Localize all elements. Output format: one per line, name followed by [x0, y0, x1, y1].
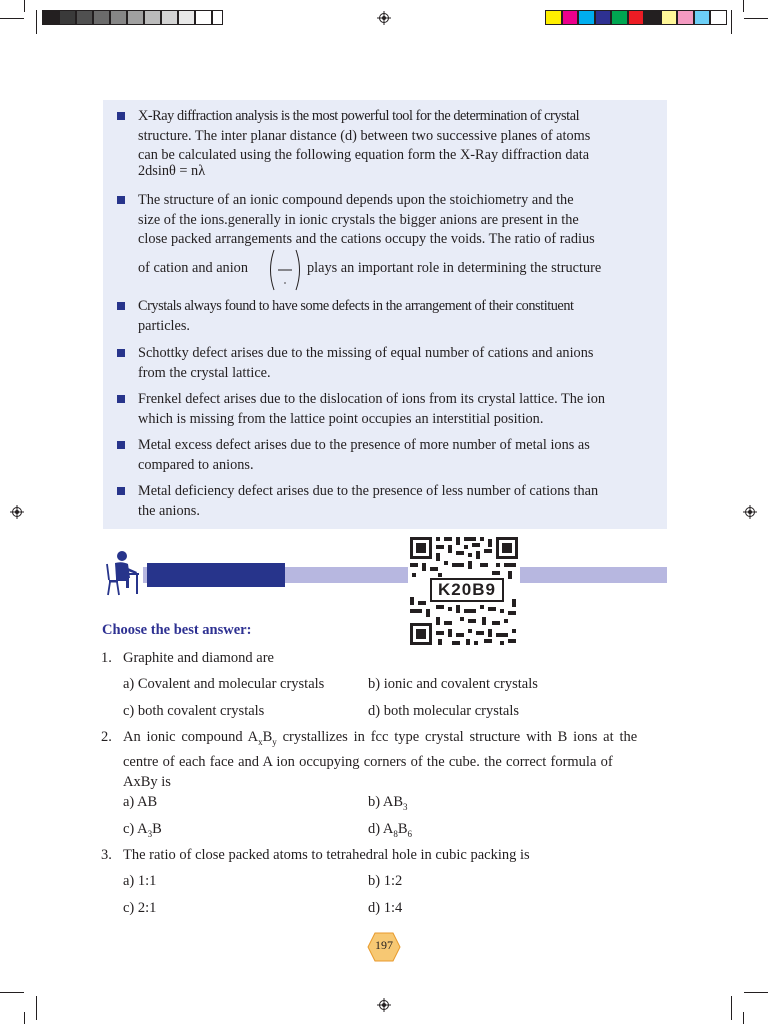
subscript: x [258, 736, 263, 747]
text-line: X-Ray diffraction analysis is the most powerful tool for the determination of crystal [138, 108, 580, 124]
subscript: y [272, 736, 277, 747]
bullet-square-icon [117, 112, 125, 120]
option-b[interactable]: b) ionic and covalent crystals [368, 676, 538, 692]
color-swatch [595, 10, 612, 25]
option-c[interactable]: c) 2:1 [123, 900, 157, 916]
option-b[interactable]: b) 1:2 [368, 873, 403, 889]
question-number: 1. [101, 650, 112, 666]
subscript: 8 [393, 828, 398, 839]
text-line: Metal excess defect arises due to the presence of more number of metal ions as [138, 437, 590, 453]
text-line: Crystals always found to have some defects in the arrangement of their constituent [138, 298, 574, 314]
text-fragment: c) A [123, 821, 148, 837]
bullet-square-icon [117, 196, 125, 204]
question-text: Graphite and diamond are [123, 650, 274, 666]
section-header-accent [147, 563, 285, 587]
color-swatch [578, 10, 595, 25]
text-line: Metal deficiency defect arises due to the presence of less number of cations than [138, 483, 599, 499]
option-d[interactable]: d) both molecular crystals [368, 703, 519, 719]
registration-mark-icon [10, 505, 24, 519]
text-line: Frenkel defect arises due to the dislocation of ions from its crystal lattice. The ion [138, 391, 606, 407]
option-d[interactable]: d) 1:4 [368, 900, 403, 916]
text-fragment: An ionic compound A [123, 729, 259, 745]
option-c[interactable]: c) both covalent crystals [123, 703, 265, 719]
color-swatch [611, 10, 628, 25]
text-fragment: B [152, 821, 162, 837]
color-swatch [628, 10, 645, 25]
option-a[interactable]: a) Covalent and molecular crystals [123, 676, 325, 692]
text-line: the anions. [138, 502, 200, 519]
text-line: structure. The inter planar distance (d) between two successive planes of atoms [138, 127, 591, 144]
subscript: 6 [407, 828, 413, 839]
radius-ratio-line [138, 260, 248, 277]
subscript: 3 [403, 801, 408, 812]
registration-mark-icon [743, 505, 757, 519]
option-d[interactable] [368, 821, 412, 839]
bullet-square-icon [117, 487, 125, 495]
text-line: The structure of an ionic compound depends upon the stoichiometry and the [138, 192, 574, 208]
text-line: which is missing from the lattice point occupies an interstitial position. [138, 410, 544, 427]
color-swatch [562, 10, 579, 25]
text-fragment: B [262, 729, 273, 745]
page-number: 197 [375, 938, 393, 952]
option-a[interactable]: a) 1:1 [123, 873, 157, 889]
text-line: size of the ions.generally in ionic crystals the bigger anions are present in the [138, 211, 579, 228]
color-swatch [677, 10, 694, 25]
color-swatch [545, 10, 562, 25]
question-text: The ratio of close packed atoms to tetrahedral hole in cubic packing is [123, 847, 530, 863]
summary-point-metal-deficiency [138, 482, 648, 521]
question-line [123, 727, 669, 752]
text-fragment: B [397, 821, 408, 837]
text-line: from the crystal lattice. [138, 364, 271, 381]
bullet-square-icon [117, 302, 125, 310]
bullet-square-icon [117, 349, 125, 357]
student-writing-icon [101, 550, 141, 598]
text-fragment: of cation and anion [138, 260, 248, 276]
bullet-square-icon [117, 441, 125, 449]
text-fragment: d) A [368, 821, 394, 837]
option-a[interactable]: a) AB [123, 794, 158, 810]
option-b[interactable] [368, 794, 408, 812]
color-swatch [661, 10, 678, 25]
equation: 2dsinθ = nλ [138, 162, 206, 179]
choose-best-answer-heading: Choose the best answer: [102, 622, 252, 638]
question-number: 3. [101, 847, 112, 863]
qr-code-label: K20B9 [430, 578, 504, 602]
summary-point-ionic-structure [138, 191, 648, 250]
question-line: AxBy is [123, 773, 171, 790]
summary-point-frenkel [138, 390, 648, 429]
color-swatch [644, 10, 661, 25]
color-swatch [694, 10, 711, 25]
text-line: particles. [138, 317, 191, 334]
option-c[interactable] [123, 821, 162, 839]
radius-ratio-suffix [307, 260, 601, 277]
text-line: can be calculated using the following equation form the X-Ray diffraction data [138, 147, 590, 163]
registration-mark-icon [377, 11, 391, 25]
question-text [123, 727, 669, 792]
color-swatch [710, 10, 727, 25]
registration-mark-icon [377, 998, 391, 1012]
text-fragment: plays an important role in determining the structure [307, 260, 602, 276]
text-fragment: crystallizes in fcc type crystal structure with B ions at the [276, 729, 638, 745]
summary-point-defects [138, 297, 648, 336]
question-number: 2. [101, 729, 112, 745]
text-fragment: b) AB [368, 794, 404, 810]
question-line: centre of each face and A ion occupying corners of the cube. the correct formula of [123, 753, 613, 770]
summary-point-schottky [138, 344, 648, 383]
subscript: 3 [147, 828, 153, 839]
radius-ratio-fraction [265, 248, 305, 292]
text-line: Schottky defect arises due to the missing of equal number of cations and anions [138, 345, 594, 361]
bullet-square-icon [117, 395, 125, 403]
text-line: close packed arrangements and the cations occupy the voids. The ratio of radius [138, 231, 595, 247]
summary-point-metal-excess [138, 436, 648, 475]
text-line: compared to anions. [138, 456, 254, 473]
summary-point-xray [138, 107, 648, 181]
